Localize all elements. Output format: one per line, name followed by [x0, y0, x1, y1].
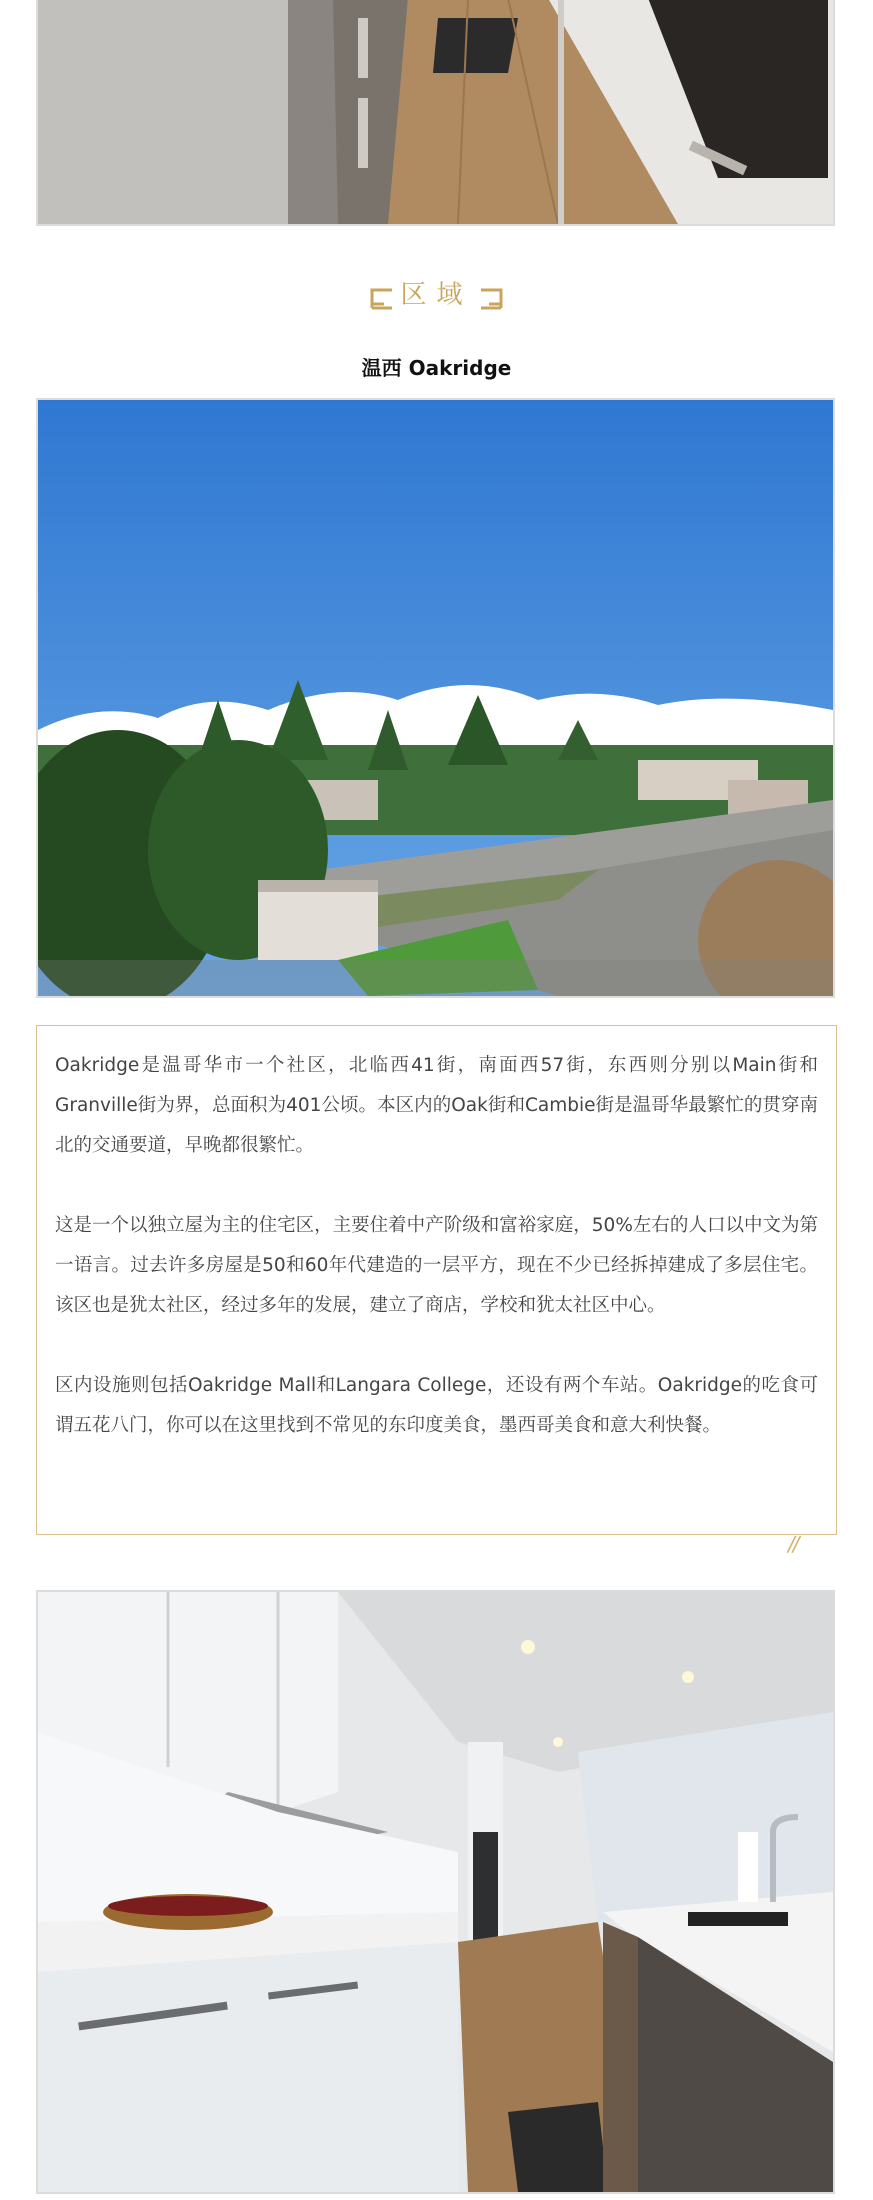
kitchen-photo	[36, 1590, 835, 2194]
neighborhood-title: 温西 Oakridge	[361, 356, 512, 380]
kitchen-hallway-image	[38, 0, 833, 224]
section-label	[0, 270, 873, 314]
neighborhood-photo	[36, 398, 835, 998]
description-paragraph-2: 这是一个以独立屋为主的住宅区，主要住着中产阶级和富裕家庭，50%左右的人口以中文为第一语言。过去许多房屋是50和60年代建造的一层平方，现在不少已经拆掉建成了多层住宅。该区也是犹太社区，经过多年的发展，建立了商店，学校和犹太社区中心。	[55, 1215, 818, 1316]
kitchen-hallway-photo	[36, 0, 835, 226]
end-mark: //	[788, 1532, 798, 1556]
neighborhood-image	[38, 400, 833, 996]
description-paragraph-1: Oakridge是温哥华市一个社区，北临西41街，南面西57街，东西则分别以Main街和Granville街为界，总面积为401公顷。本区内的Oak街和Cambie街是温哥华最繁忙的贯穿南北的交通要道，早晚都很繁忙。	[55, 1055, 818, 1156]
section-title: 区域	[400, 280, 473, 310]
description-paragraph-3: 区内设施则包括Oakridge Mall和Langara College，还设有两个车站。Oakridge的吃食可谓五花八门，你可以在这里找到不常见的东印度美食，墨西哥美食和意大利快餐。	[55, 1375, 818, 1436]
description-box	[36, 1025, 837, 1535]
kitchen-image	[38, 1592, 833, 2192]
